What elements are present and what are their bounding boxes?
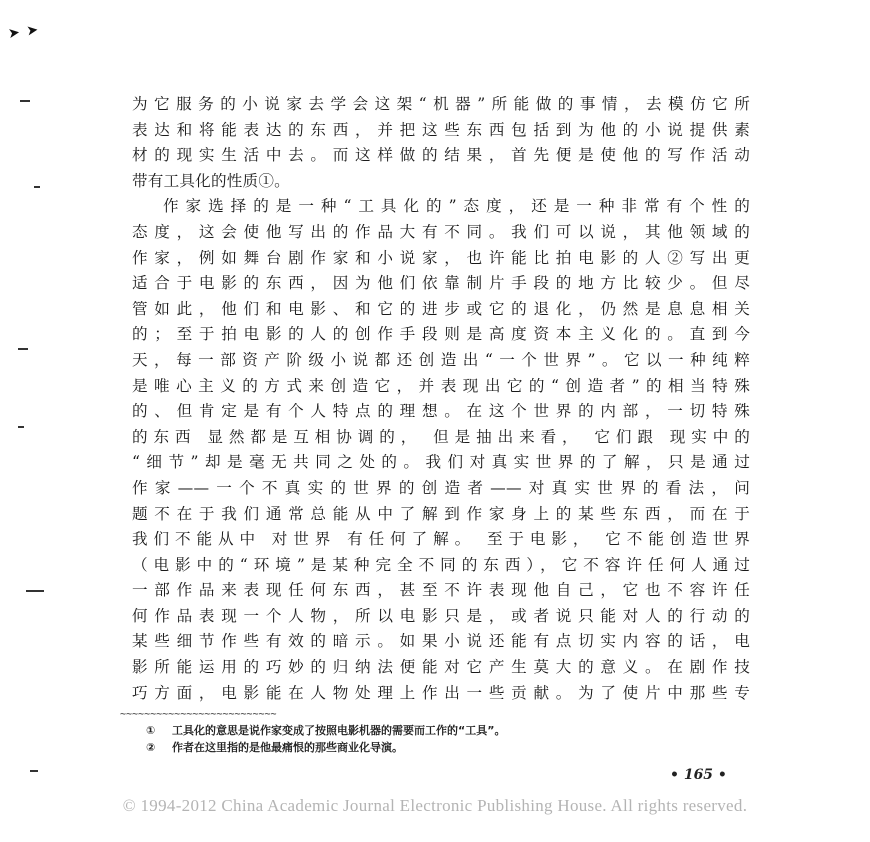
text-line: 作家选择的是一种“工具化的”态度，还是一种非常有个性的 — [163, 197, 750, 216]
text-line: 的东西 显然都是互相协调的， 但是抽出来看， 它们跟 现实中的 — [132, 427, 750, 446]
footnote — [146, 739, 746, 756]
text-line: 态度，这会使他写出的作品大有不同。我们可以说，其他领域的 — [132, 222, 750, 241]
text-line: 材的现实生活中去。而这样做的结果，首先便是使他的写作活动 — [132, 146, 750, 165]
text-line: 作家——一个不真实的世界的创造者——对真实世界的看法，问 — [132, 478, 750, 497]
margin-mark — [34, 186, 40, 188]
footnote-number: ① — [146, 724, 156, 737]
footnotes — [146, 722, 746, 756]
footnote-number: ② — [146, 741, 156, 754]
footnote-rule: ~~~~~~~~~~~~~~~~~~~~~~~~~~ — [120, 712, 277, 718]
text-line: 的；至于拍电影的人的创作手段则是高度资本主义化的。直到今 — [132, 325, 750, 344]
text-line: 题不在于我们通常总能从中了解到作家身上的某些东西，而在于 — [132, 504, 750, 523]
text-line: 管如此，他们和电影、和它的进步或它的退化，仍然是息息相关 — [132, 299, 750, 318]
text-line: 作家，例如舞台剧作家和小说家，也许能比拍电影的人②写出更 — [132, 248, 750, 267]
footnote-text: 工具化的意思是说作家变成了按照电影机器的需要而工作的“工具”。 — [172, 724, 506, 737]
text-line: 为它服务的小说家去学会这架“机器”所能做的事情，去模仿它所 — [132, 95, 750, 113]
text-line: （电影中的“环境”是某种完全不同的东西），它不容许任何人通过 — [132, 555, 750, 574]
corner-mark: ➤ ➤ — [7, 21, 41, 43]
text-line: 我们不能从中 对世界 有任何了解。 至于电影， 它不能创造世界 — [132, 530, 750, 549]
footnote-text: 作者在这里指的是他最痛恨的那些商业化导演。 — [172, 741, 403, 754]
text-line: “细节”却是毫无共同之处的。我们对真实世界的了解，只是通过 — [132, 453, 750, 472]
text-line: 一部作品来表现任何东西，甚至不许表现他自己，它也不容许任 — [132, 581, 750, 600]
copyright-notice: © 1994-2012 China Academic Journal Electronic Publishing House. All rights reserved. — [122, 796, 748, 815]
text-line: 影所能运用的巧妙的归纳法便能对它产生莫大的意义。在剧作技 — [132, 658, 750, 677]
text-line: 的、但肯定是有个人特点的理想。在这个世界的内部，一切特殊 — [132, 402, 750, 421]
text-line: 何作品表现一个人物，所以电影只是，或者说只能对人的行动的 — [132, 606, 750, 625]
margin-mark — [18, 348, 28, 350]
margin-mark — [20, 100, 30, 102]
text-line: 某些细节作些有效的暗示。如果小说还能有点切实内容的话，电 — [132, 632, 750, 651]
body-text — [132, 92, 750, 706]
margin-mark — [26, 590, 44, 592]
margin-mark — [30, 770, 38, 772]
text-line: 表达和将能表达的东西，并把这些东西包括到为他的小说提供素 — [132, 120, 750, 139]
text-line: 是唯心主义的方式来创造它，并表现出它的“创造者”的相当特殊 — [132, 376, 750, 395]
footnote — [146, 722, 746, 739]
text-line: 适合于电影的东西，因为他们依靠制片手段的地方比较少。但尽 — [132, 274, 750, 293]
page-number: • 165 • — [670, 767, 727, 783]
text-line: 天，每一部资产阶级小说都还创造出“一个世界”。它以一种纯粹 — [132, 350, 750, 369]
margin-mark — [18, 426, 24, 428]
text-line: 带有工具化的性质①。 — [132, 171, 290, 190]
text-line: 巧方面，电影能在人物处理上作出一些贡献。为了使片中那些专 — [132, 683, 750, 702]
